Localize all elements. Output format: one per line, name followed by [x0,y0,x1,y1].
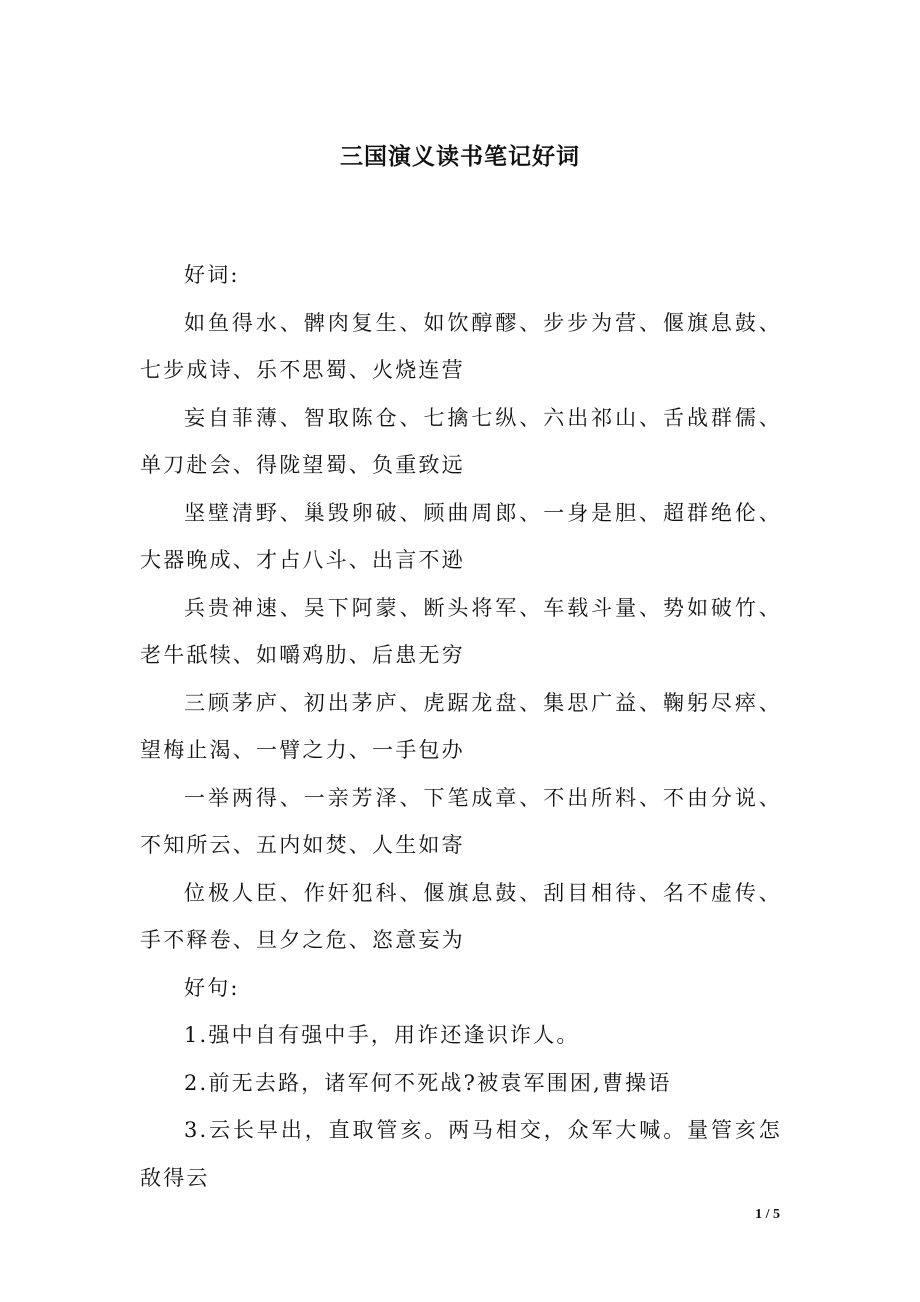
page-title: 三国演义读书笔记好词 [340,143,580,170]
paragraph: 如鱼得水、髀肉复生、如饮醇醪、步步为营、偃旗息鼓、七步成诗、乐不思蜀、火烧连营 [140,310,782,382]
paragraph: 坚壁清野、巢毁卵破、顾曲周郎、一身是胆、超群绝伦、大器晚成、才占八斗、出言不逊 [140,500,782,572]
paragraph: 兵贵神速、吴下阿蒙、断头将军、车载斗量、势如破竹、老牛舐犊、如嚼鸡肋、后患无穷 [140,595,782,667]
document-body [140,252,782,1202]
paragraph: 2.前无去路，诸军何不死战?被袁军围困,曹操语 [184,1070,672,1095]
paragraph: 三顾茅庐、初出茅庐、虎踞龙盘、集思广益、鞠躬尽瘁、望梅止渴、一臂之力、一手包办 [140,690,782,762]
paragraph: 一举两得、一亲芳泽、下笔成章、不出所料、不由分说、不知所云、五内如焚、人生如寄 [140,785,782,857]
paragraph-heading-sentences: 好句: [184,975,240,1000]
page-number: 1 / 5 [755,1207,780,1222]
paragraph: 位极人臣、作奸犯科、偃旗息鼓、刮目相待、名不虚传、手不释卷、旦夕之危、恣意妄为 [140,880,782,952]
paragraph: 3.云长早出，直取管亥。两马相交，众军大喊。量管亥怎敌得云 [140,1118,782,1190]
paragraph-heading-words: 好词: [184,263,240,287]
paragraph: 1.强中自有强中手，用诈还逢识诈人。 [184,1023,580,1047]
paragraph: 妄自菲薄、智取陈仓、七擒七纵、六出祁山、舌战群儒、单刀赴会、得陇望蜀、负重致远 [140,405,782,477]
